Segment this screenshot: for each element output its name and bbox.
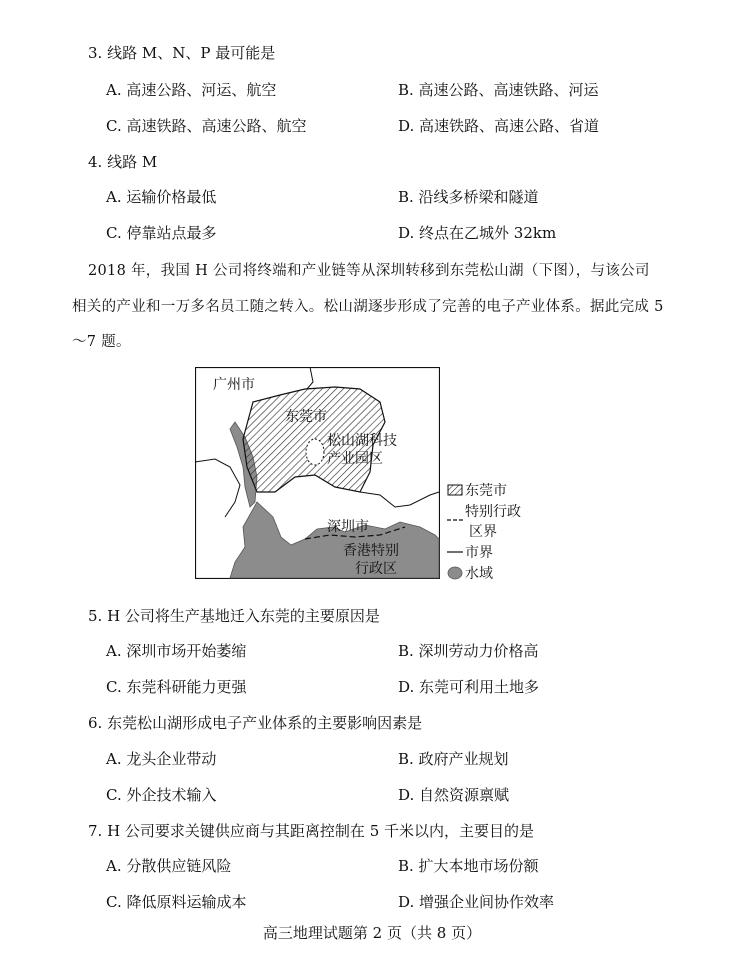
map-legend <box>445 476 535 581</box>
label-dongguan: 东莞市 <box>285 409 327 425</box>
question-6-option-d: D. 自然资源禀赋 <box>398 786 510 804</box>
question-4-option-c: C. 停靠站点最多 <box>106 224 217 242</box>
question-3-option-d: D. 高速铁路、高速公路、省道 <box>398 117 600 135</box>
page-footer: 高三地理试题第 2 页（共 8 页） <box>262 924 482 942</box>
question-3-stem: 3. 线路 M、N、P 最可能是 <box>88 44 276 62</box>
question-5-option-a: A. 深圳市场开始萎缩 <box>106 642 247 660</box>
question-5-option-d: D. 东莞可利用土地多 <box>398 678 540 696</box>
passage-line-1: 2018 年，我国 H 公司将终端和产业链等从深圳转移到东莞松山湖（下图），与该公司 <box>88 263 650 279</box>
question-6-option-c: C. 外企技术输入 <box>106 786 217 804</box>
question-7-option-d: D. 增强企业间协作效率 <box>398 893 555 911</box>
question-6-option-a: A. 龙头企业带动 <box>106 750 217 768</box>
label-hk-line1: 香港特别 <box>343 543 399 559</box>
question-4-option-b: B. 沿线多桥梁和隧道 <box>398 188 539 206</box>
label-park-line1: 松山湖科技 <box>327 433 397 449</box>
question-7-stem: 7. H 公司要求关键供应商与其距离控制在 5 千米以内，主要目的是 <box>88 822 535 840</box>
hatch-swatch-icon <box>448 485 462 495</box>
water-swatch-icon <box>448 567 462 579</box>
songshan-lake-map <box>195 367 440 579</box>
songshan-park-area <box>306 439 324 465</box>
legend-dongguan: 东莞市 <box>465 483 507 499</box>
question-6-option-b: B. 政府产业规划 <box>398 750 509 768</box>
label-shenzhen: 深圳市 <box>327 519 369 535</box>
passage-line-2: 相关的产业和一万多名员工随之转入。松山湖逐步形成了完善的电子产业体系。据此完成 5 <box>72 299 664 315</box>
passage-line-3: ～7 题。 <box>72 334 131 350</box>
legend-water: 水域 <box>465 566 493 581</box>
question-5-option-b: B. 深圳劳动力价格高 <box>398 642 539 660</box>
question-7-option-c: C. 降低原料运输成本 <box>106 893 247 911</box>
question-7-option-b: B. 扩大本地市场份额 <box>398 857 539 875</box>
legend-city-border: 市界 <box>465 545 493 561</box>
question-5-option-c: C. 东莞科研能力更强 <box>106 678 247 696</box>
label-park-line2: 产业园区 <box>327 451 383 467</box>
question-7-option-a: A. 分散供应链风险 <box>106 857 232 875</box>
question-4-option-d: D. 终点在乙城外 32km <box>398 224 557 242</box>
label-guangzhou: 广州市 <box>213 377 255 393</box>
legend-sar-line2: 区界 <box>469 524 497 540</box>
question-4-option-a: A. 运输价格最低 <box>106 188 217 206</box>
question-4-stem: 4. 线路 M <box>88 153 158 171</box>
question-6-stem: 6. 东莞松山湖形成电子产业体系的主要影响因素是 <box>88 714 423 732</box>
question-3-option-b: B. 高速公路、高速铁路、河运 <box>398 81 599 99</box>
question-5-stem: 5. H 公司将生产基地迁入东莞的主要原因是 <box>88 607 380 625</box>
legend-sar-line1: 特别行政 <box>465 504 521 520</box>
question-3-option-a: A. 高速公路、河运、航空 <box>106 81 277 99</box>
label-hk-line2: 行政区 <box>355 561 397 577</box>
question-3-option-c: C. 高速铁路、高速公路、航空 <box>106 117 307 135</box>
